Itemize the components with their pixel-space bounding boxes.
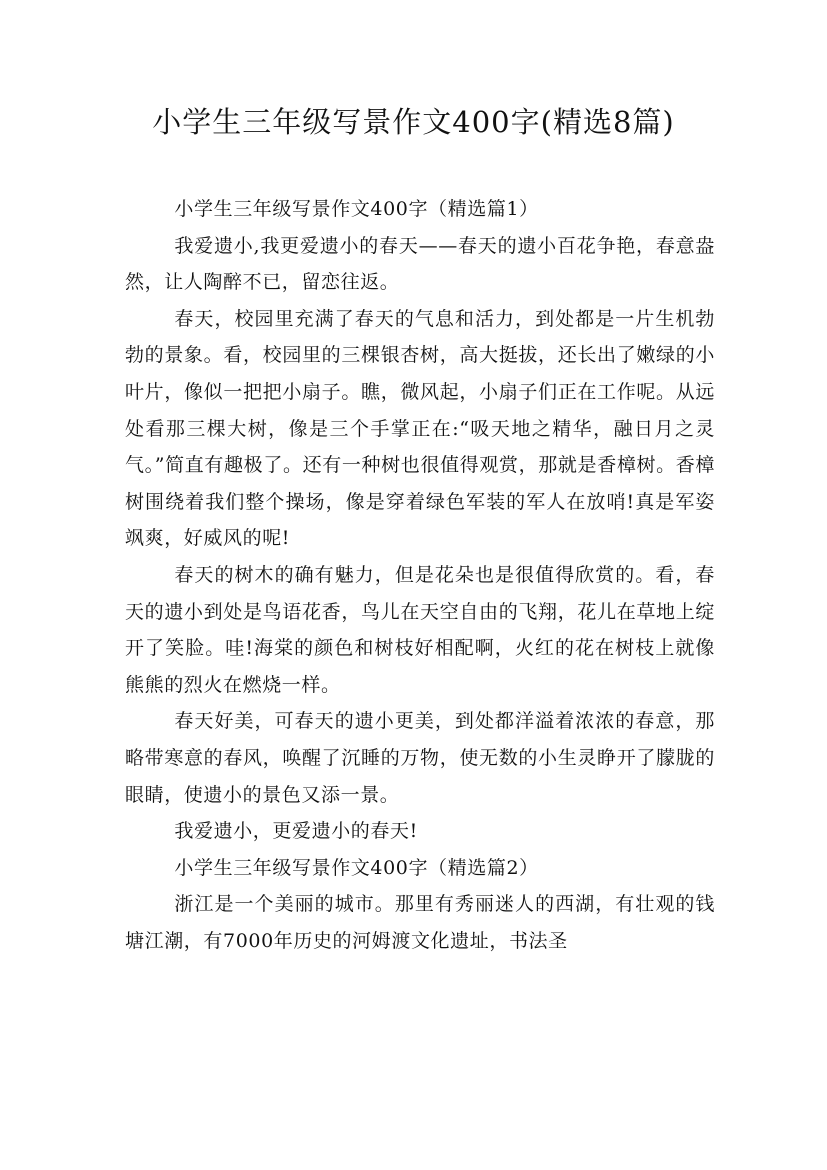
paragraph: 春天好美，可春天的遗小更美，到处都洋溢着浓浓的春意，那略带寒意的春风，唤醒了沉睡的万物，使无数的小生灵睁开了朦胧的眼睛，使遗小的景色又添一景。 bbox=[125, 710, 715, 806]
paragraph: 春天，校园里充满了春天的气息和活力，到处都是一片生机勃勃的景象。看，校园里的三棵银杏树，高大挺拔，还长出了嫩绿的小叶片，像似一把把小扇子。瞧，微风起，小扇子们正在工作呢。从远处看那三棵大树，像是三个手掌正在:“吸天地之精华，融日月之灵气。”简直有趣极了。还有一种树也很值得观赏，那就是香樟树。香樟树围绕着我们整个操场，像是穿着绿色军装的军人在放哨!真是军姿飒爽，好威风的呢! bbox=[125, 307, 715, 550]
paragraph: 我爱遗小，更爱遗小的春天! bbox=[174, 820, 418, 843]
document-body bbox=[125, 191, 715, 959]
section-heading-2: 小学生三年级写景作文400字（精选篇2） bbox=[174, 856, 539, 879]
paragraph: 浙江是一个美丽的城市。那里有秀丽迷人的西湖，有壮观的钱塘江潮，有7000年历史的河姆渡文化遗址，书法圣 bbox=[125, 893, 715, 952]
section-heading-1: 小学生三年级写景作文400字（精选篇1） bbox=[174, 198, 539, 220]
paragraph: 我爱遗小,我更爱遗小的春天——春天的遗小百花争艳，春意盎然，让人陶醉不已，留恋往返。 bbox=[125, 234, 715, 294]
paragraph: 春天的树木的确有魅力，但是花朵也是很值得欣赏的。看，春天的遗小到处是鸟语花香，鸟儿在天空自由的飞翔，花儿在草地上绽开了笑脸。哇!海棠的颜色和树枝好相配啊，火红的花在树枝上就像熊熊的烈火在燃烧一样。 bbox=[125, 563, 715, 696]
document-title: 小学生三年级写景作文400字(精选8篇) bbox=[152, 105, 675, 139]
